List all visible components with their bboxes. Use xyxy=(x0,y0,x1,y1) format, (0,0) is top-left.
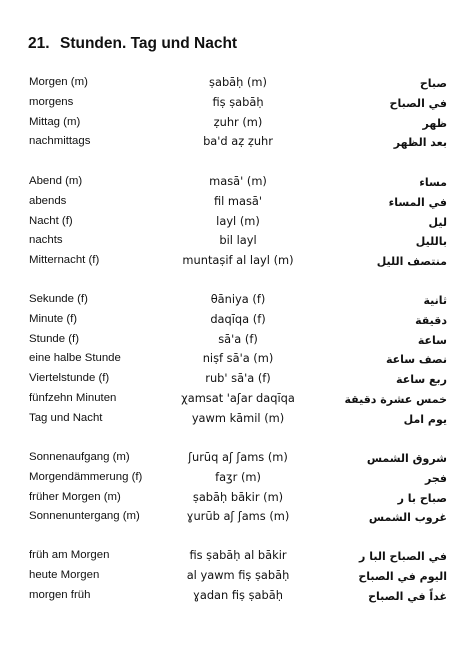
transliteration: ṣabāḥ (m) xyxy=(209,75,267,89)
vocab-row xyxy=(0,290,474,310)
arabic-term: بعد الظهر xyxy=(393,136,447,150)
vocab-row xyxy=(0,212,474,232)
arabic-term: غروب الشمس xyxy=(368,511,447,525)
arabic-term: يوم امل xyxy=(403,412,447,426)
german-term: Stunde (f) xyxy=(29,332,80,345)
german-term: fünfzehn Minuten xyxy=(29,391,117,404)
transliteration: ba'd aẓ ẓuhr xyxy=(203,134,273,149)
german-term: Morgendämmerung (f) xyxy=(29,470,143,483)
transliteration: fil masā' xyxy=(213,193,263,208)
arabic-term: في المساء xyxy=(388,195,447,209)
arabic-term: في الصباح xyxy=(389,96,447,110)
vocab-group xyxy=(0,172,474,271)
transliteration: faʒr (m) xyxy=(215,469,261,484)
vocab-row xyxy=(0,192,474,212)
arabic-term: غداً في الصباح xyxy=(368,589,447,603)
transliteration: χamsat 'aʃar daqīqa xyxy=(181,390,295,405)
vocab-group xyxy=(0,448,474,527)
arabic-term: صباح با ر xyxy=(397,491,447,505)
arabic-term: نصف ساعة xyxy=(385,353,447,367)
vocab-row xyxy=(0,251,474,271)
arabic-term: دقيقة xyxy=(415,313,447,327)
german-term: Nacht (f) xyxy=(29,214,73,227)
transliteration: ʃurūq aʃ ʃams (m) xyxy=(188,450,288,464)
transliteration: al yawm fiṣ ṣabāḥ xyxy=(186,567,290,582)
german-term: Morgen (m) xyxy=(29,76,88,88)
arabic-term: شروق الشمس xyxy=(366,452,447,465)
german-term: früher Morgen (m) xyxy=(29,490,121,503)
vocab-row xyxy=(0,409,474,429)
vocab-row xyxy=(0,172,474,192)
transliteration: masā' (m) xyxy=(209,174,267,188)
vocab-row xyxy=(0,507,474,527)
vocab-row xyxy=(0,488,474,508)
transliteration: fis ṣabāḥ al bākir xyxy=(189,548,287,562)
vocab-row xyxy=(0,566,474,586)
vocab-row xyxy=(0,546,474,566)
german-term: heute Morgen xyxy=(29,568,100,581)
arabic-term: بالليل xyxy=(415,235,447,249)
german-term: Minute (f) xyxy=(29,312,78,325)
arabic-term: ساعة xyxy=(417,333,447,347)
german-term: früh am Morgen xyxy=(29,549,110,561)
transliteration: yawm kāmil (m) xyxy=(191,410,285,425)
german-term: nachmittags xyxy=(29,135,91,148)
arabic-term: صباح xyxy=(419,77,447,90)
arabic-term: منتصف الليل xyxy=(376,255,447,269)
transliteration: ɣurūb aʃ ʃams (m) xyxy=(186,509,290,524)
arabic-term: ربع ساعة xyxy=(396,373,447,387)
vocab-row xyxy=(0,586,474,606)
transliteration: muntaṣif al layl (m) xyxy=(182,253,294,268)
transliteration: ṣabāḥ bākir (m) xyxy=(192,489,284,504)
vocab-row xyxy=(0,310,474,330)
arabic-term: مساء xyxy=(419,176,447,189)
vocab-row xyxy=(0,468,474,488)
arabic-term: اليوم في الصباح xyxy=(358,569,447,583)
vocab-row xyxy=(0,389,474,409)
vocab-group xyxy=(0,290,474,429)
arabic-term: ثانية xyxy=(423,294,447,307)
german-term: nachts xyxy=(29,234,63,247)
vocab-group xyxy=(0,546,474,605)
arabic-term: خمس عشرة دقيقة xyxy=(344,392,447,406)
arabic-term: ظهر xyxy=(422,116,447,130)
arabic-term: فجر xyxy=(425,471,447,485)
vocab-row xyxy=(0,231,474,251)
german-term: Mitternacht (f) xyxy=(29,254,100,267)
page-title xyxy=(28,35,237,53)
vocab-row xyxy=(0,132,474,152)
arabic-term: ليل xyxy=(428,215,447,229)
transliteration: layl (m) xyxy=(216,213,260,228)
german-term: Viertelstunde (f) xyxy=(29,372,110,385)
vocab-row xyxy=(0,330,474,350)
vocab-row xyxy=(0,448,474,468)
german-term: eine halbe Stunde xyxy=(29,352,121,365)
german-term: Tag und Nacht xyxy=(29,411,103,424)
vocab-group xyxy=(0,73,474,152)
vocab-row xyxy=(0,93,474,113)
transliteration: niṣf sā'a (m) xyxy=(202,351,274,366)
transliteration: fiṣ ṣabāḥ xyxy=(212,94,264,109)
transliteration: ẓuhr (m) xyxy=(213,114,263,129)
transliteration: rub' sā'a (f) xyxy=(205,371,271,386)
german-term: morgens xyxy=(29,95,74,108)
transliteration: ɣadan fiṣ ṣabāḥ xyxy=(193,587,283,602)
vocab-row xyxy=(0,113,474,133)
german-term: abends xyxy=(29,194,67,207)
german-term: Sonnenaufgang (m) xyxy=(29,451,130,463)
german-term: Mittag (m) xyxy=(29,115,81,128)
arabic-term: في الصباح البا ر xyxy=(359,550,447,563)
german-term: morgen früh xyxy=(29,588,91,601)
german-term: Abend (m) xyxy=(29,175,83,187)
german-term: Sonnenuntergang (m) xyxy=(29,510,140,523)
transliteration: bil layl xyxy=(219,233,257,248)
chapter-title: Stunden. Tag und Nacht xyxy=(60,35,238,52)
vocab-row xyxy=(0,349,474,369)
transliteration: daqīqa (f) xyxy=(210,311,266,326)
transliteration: θāniya (f) xyxy=(210,292,266,306)
chapter-number: 21. xyxy=(28,35,50,52)
transliteration: sā'a (f) xyxy=(218,331,258,346)
vocab-row xyxy=(0,73,474,93)
vocab-row xyxy=(0,369,474,389)
german-term: Sekunde (f) xyxy=(29,293,88,305)
